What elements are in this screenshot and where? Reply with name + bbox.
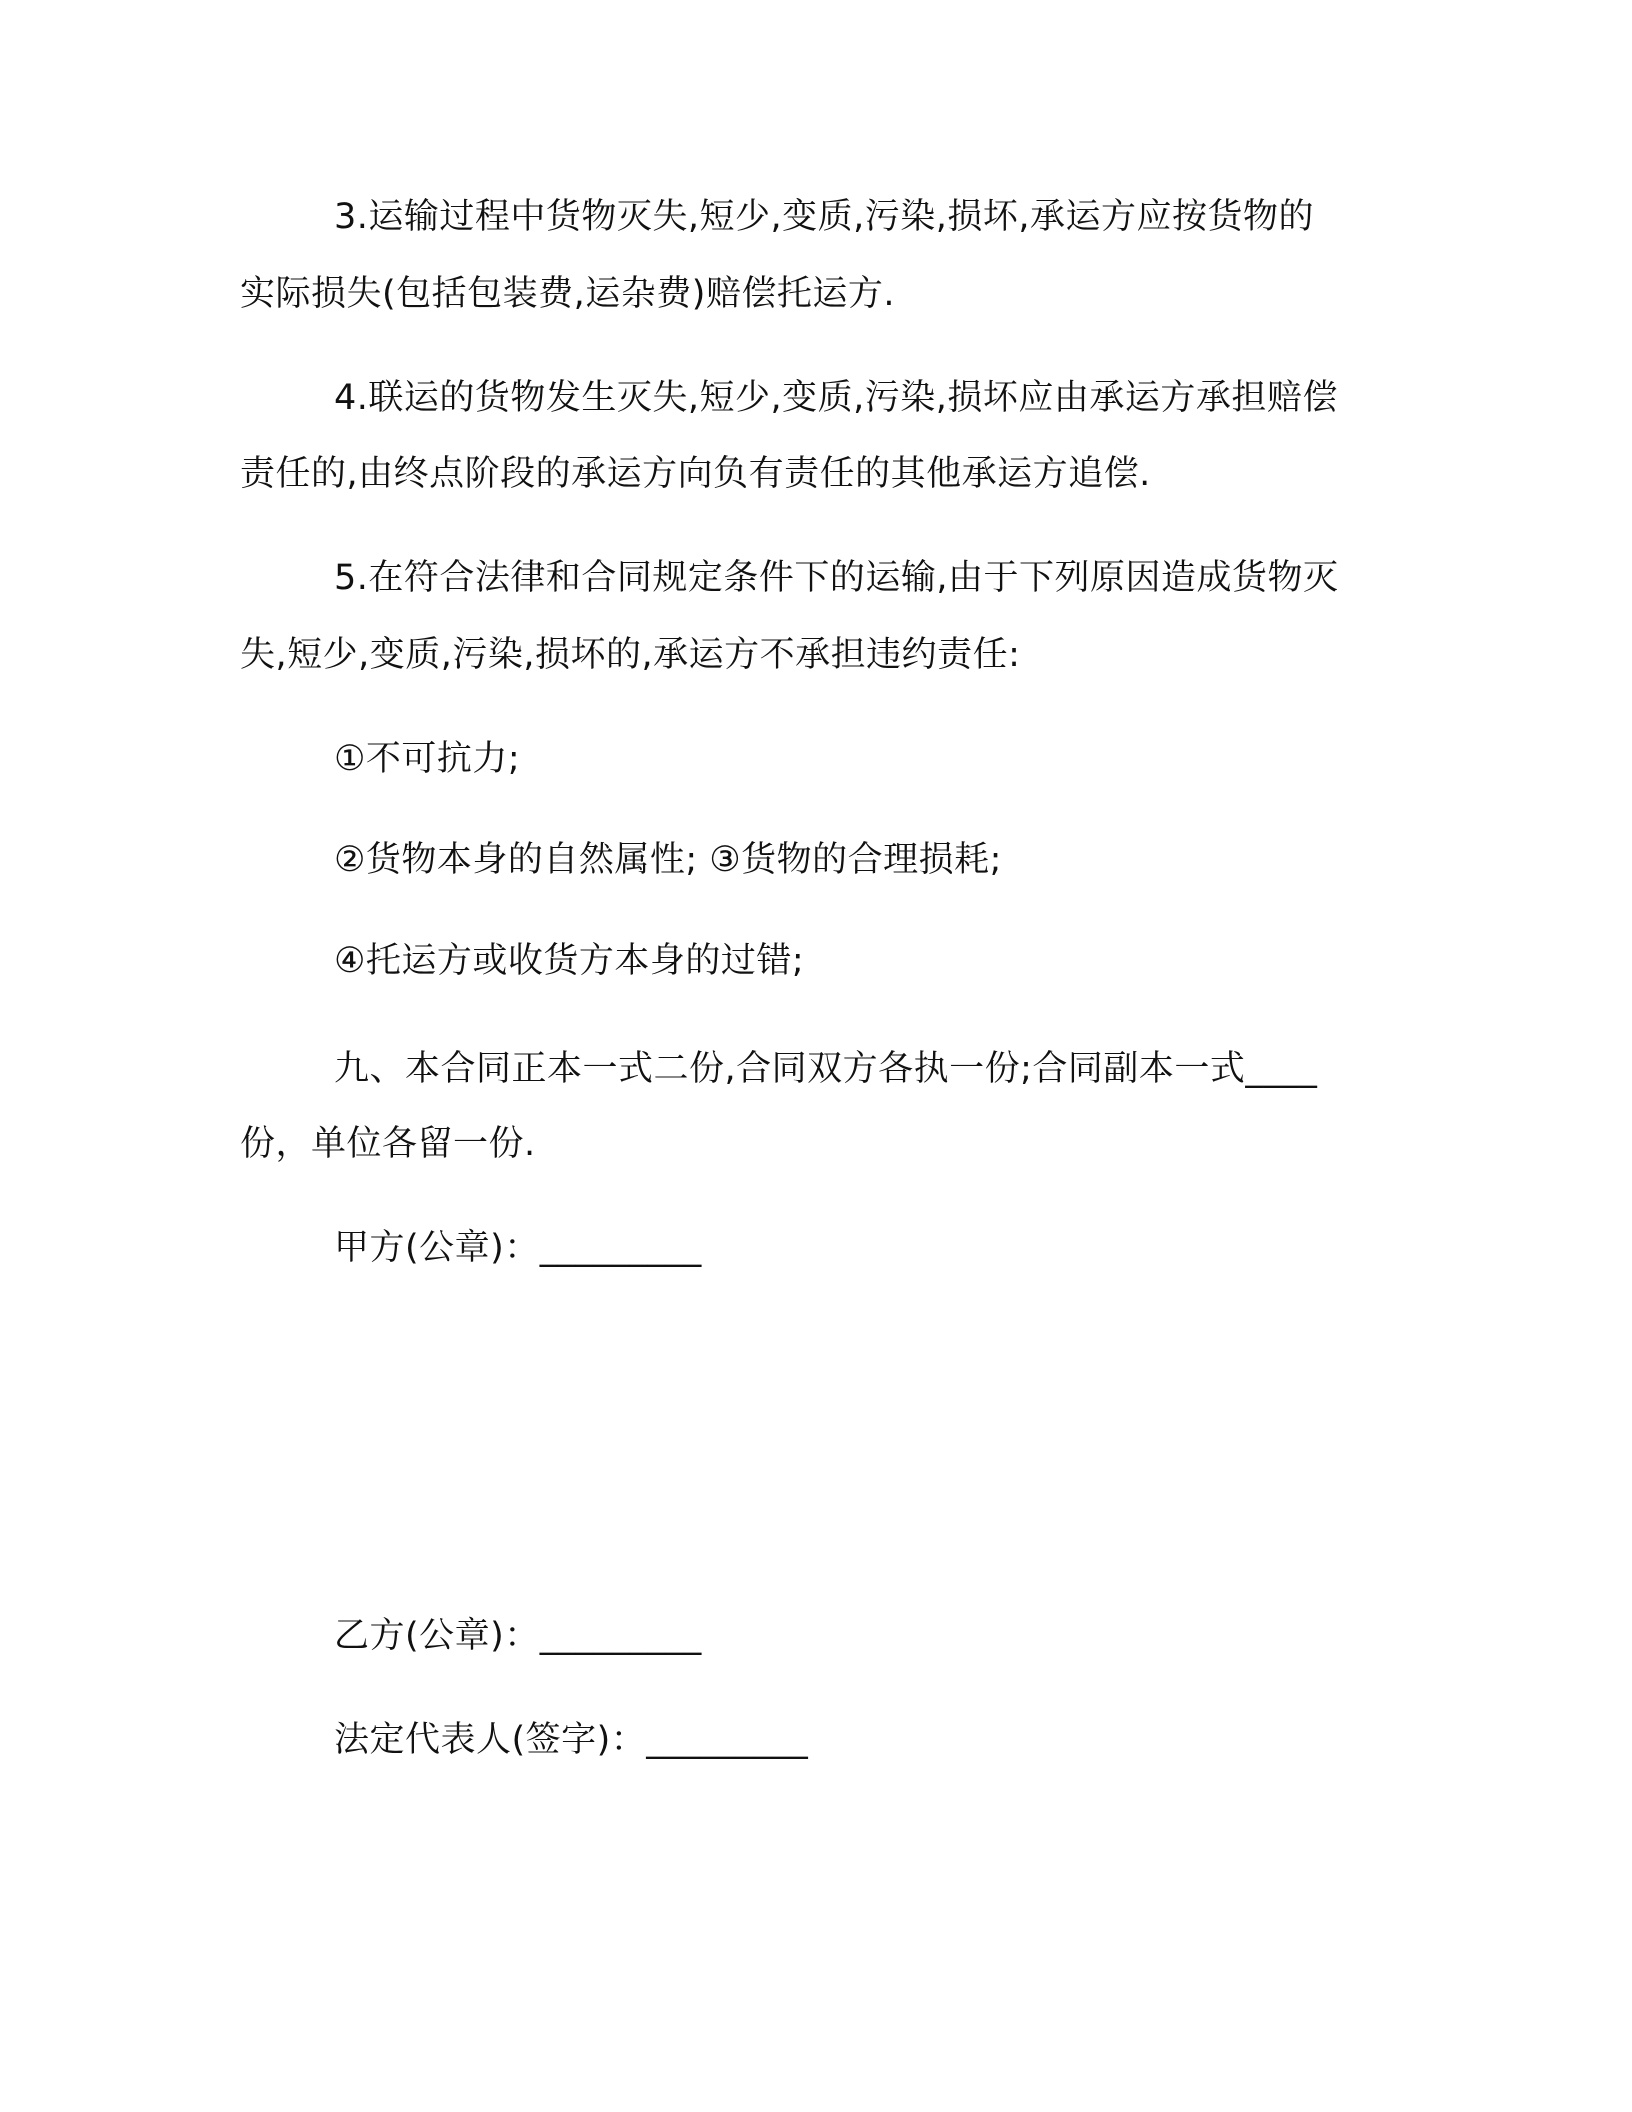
item-force-majeure: ①不可抗力; <box>334 739 521 779</box>
clause-4-line-2: 责任的,由终点阶段的承运方向负有责任的其他承运方追偿. <box>240 454 1151 494</box>
item-party-fault: ④托运方或收货方本身的过错; <box>334 941 805 981</box>
clause-3-line-2: 实际损失(包括包装费,运杂费)赔偿托运方. <box>240 274 896 314</box>
clause-4-line-1: 4.联运的货物发生灭失,短少,变质,污染,损坏应由承运方承担赔偿 <box>334 378 1338 418</box>
clause-9-line-2: 份，单位各留一份. <box>240 1124 536 1164</box>
item-natural-attributes-and-loss: ②货物本身的自然属性; ③货物的合理损耗; <box>334 840 1002 880</box>
clause-5-line-2: 失,短少,变质,污染,损坏的,承运方不承担违约责任: <box>240 635 1021 675</box>
clause-9-line-1: 九、本合同正本一式二份,合同双方各执一份;合同副本一式____ <box>334 1049 1318 1089</box>
party-a-seal-line: 甲方(公章)：_________ <box>334 1228 702 1268</box>
clause-3-line-1: 3.运输过程中货物灭失,短少,变质,污染,损坏,承运方应按货物的 <box>334 197 1315 237</box>
party-b-seal-line: 乙方(公章)：_________ <box>334 1616 702 1656</box>
legal-representative-signature-line: 法定代表人(签字)：_________ <box>334 1720 809 1760</box>
clause-5-line-1: 5.在符合法律和合同规定条件下的运输,由于下列原因造成货物灭 <box>334 558 1339 598</box>
